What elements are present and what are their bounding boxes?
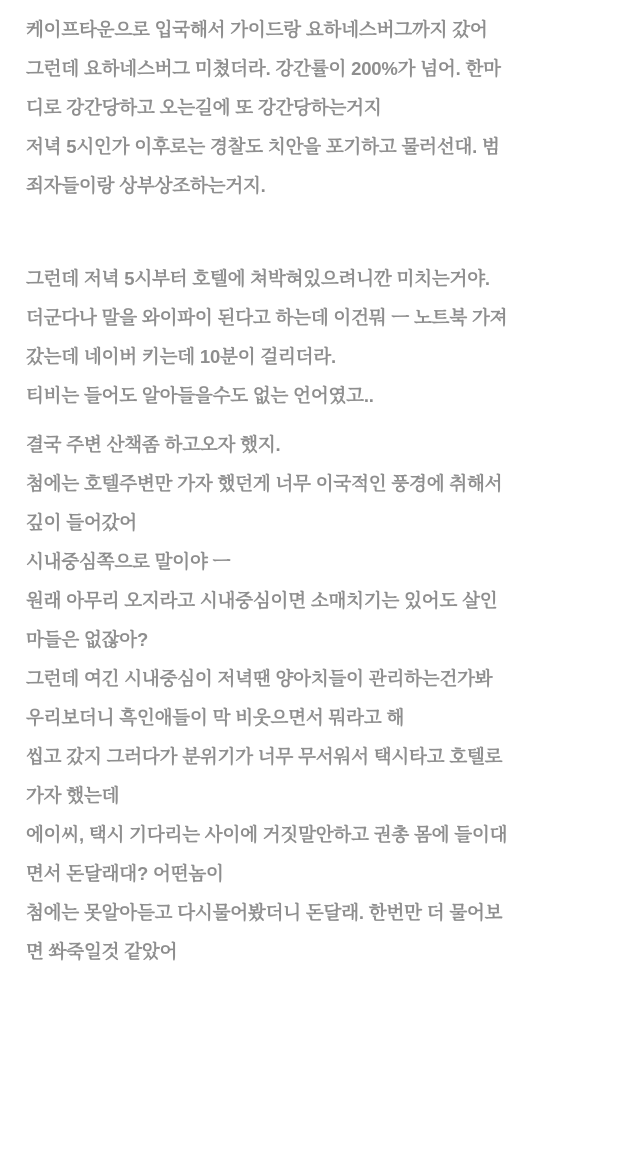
text-line: 첨에는 호텔주변만 가자 했던게 너무 이국적인 풍경에 취해서 bbox=[26, 473, 503, 494]
block-spacer bbox=[26, 415, 614, 425]
text-line: 면서 돈달래대? 어떤놈이 bbox=[26, 863, 224, 884]
text-line: 저녁 5시인가 이후로는 경찰도 치안을 포기하고 물러선대. 범 bbox=[26, 136, 500, 157]
text-line: 갔는데 네이버 키는데 10분이 걸리더라. bbox=[26, 346, 336, 367]
text-line: 첨에는 못알아듣고 다시물어봤더니 돈달래. 한번만 더 물어보 bbox=[26, 902, 503, 923]
text-line: 가자 했는데 bbox=[26, 785, 120, 806]
text-line: 티비는 들어도 알아들을수도 없는 언어였고.. bbox=[26, 385, 374, 406]
text-line: 시내중심쪽으로 말이야 ㅡ bbox=[26, 551, 231, 572]
text-line: 그런데 저녁 5시부터 호텔에 쳐박혀있으려니깐 미치는거야. bbox=[26, 268, 490, 289]
text-line: 그런데 여긴 시내중심이 저녁땐 양아치들이 관리하는건가봐 bbox=[26, 668, 493, 689]
text-line: 결국 주변 산책좀 하고오자 했지. bbox=[26, 434, 281, 455]
text-line: 면 쏴죽일것 같았어 bbox=[26, 941, 178, 962]
text-block-1 bbox=[26, 10, 614, 205]
text-line: 그런데 요하네스버그 미쳤더라. 강간률이 200%가 넘어. 한마 bbox=[26, 58, 501, 79]
text-line: 죄자들이랑 상부상조하는거지. bbox=[26, 175, 266, 196]
text-line: 에이씨, 택시 기다리는 사이에 거짓말안하고 권총 몸에 들이대 bbox=[26, 824, 508, 845]
text-block-2 bbox=[26, 259, 614, 415]
text-block-3 bbox=[26, 425, 614, 971]
block-spacer bbox=[26, 205, 614, 259]
text-line: 씹고 갔지 그러다가 분위기가 너무 무서워서 택시타고 호텔로 bbox=[26, 746, 503, 767]
text-line: 우리보더니 흑인애들이 막 비웃으면서 뭐라고 해 bbox=[26, 707, 405, 728]
text-line: 디로 강간당하고 오는길에 또 강간당하는거지 bbox=[26, 97, 382, 118]
text-line: 케이프타운으로 입국해서 가이드랑 요하네스버그까지 갔어 bbox=[26, 19, 488, 40]
text-line: 깊이 들어갔어 bbox=[26, 512, 137, 533]
text-line: 더군다나 말을 와이파이 된다고 하는데 이건뭐 ㅡ 노트북 가져 bbox=[26, 307, 508, 328]
text-line: 마들은 없잖아? bbox=[26, 629, 149, 650]
text-line: 원래 아무리 오지라고 시내중심이면 소매치기는 있어도 살인 bbox=[26, 590, 498, 611]
